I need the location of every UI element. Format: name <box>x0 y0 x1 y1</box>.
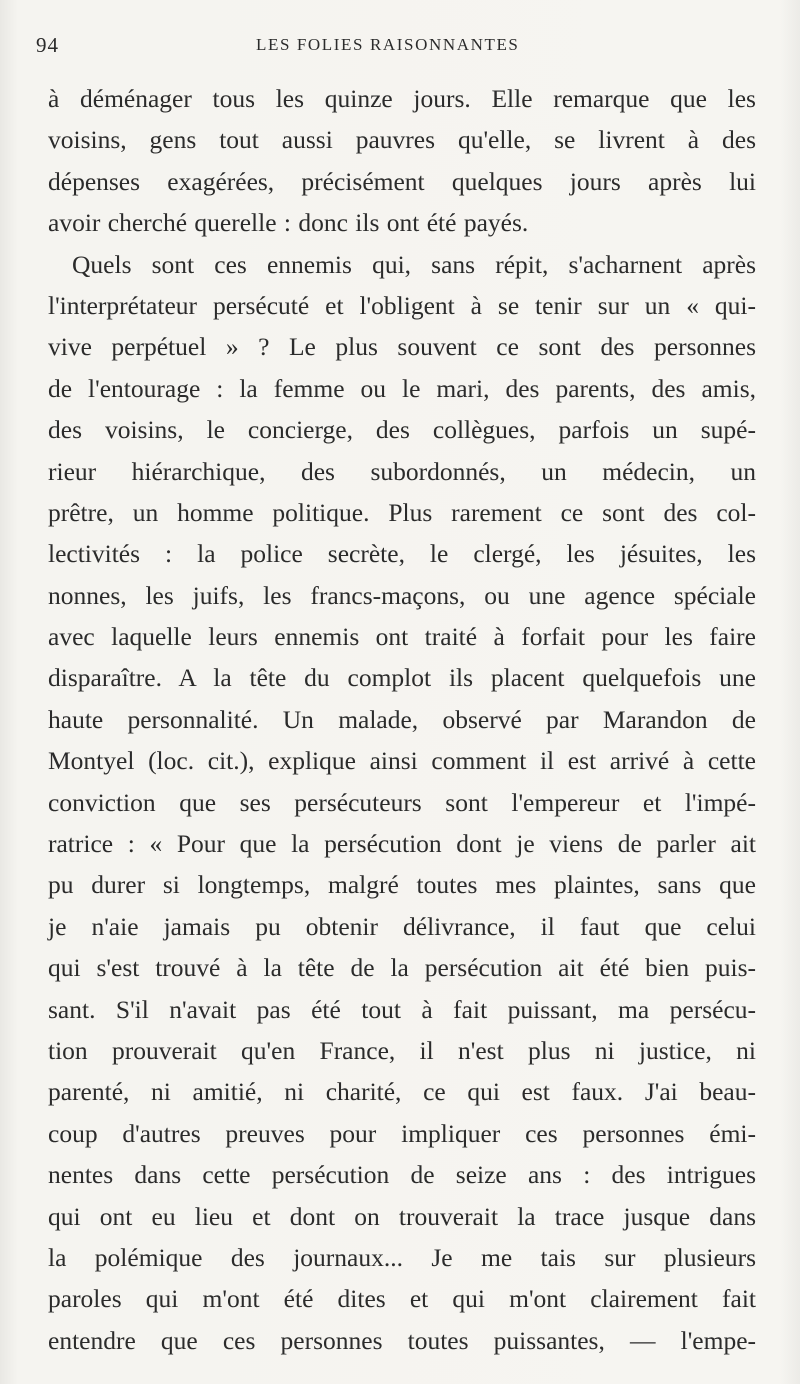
page-header <box>36 33 760 59</box>
text-line: coup d'autres preuves pour impliquer ces personnes émi- <box>48 1118 756 1148</box>
text-line: je n'aie jamais pu obtenir délivrance, il faut que celui <box>48 911 756 941</box>
running-head: LES FOLIES RAISONNANTES <box>256 35 520 54</box>
text-line: pu durer si longtemps, malgré toutes mes plaintes, sans que <box>48 870 756 900</box>
text-line: la polémique des journaux... Je me tais sur plusieurs <box>48 1242 756 1272</box>
text-line: entendre que ces personnes toutes puissantes, — l'empe- <box>48 1325 756 1355</box>
text-line: de l'entourage : la femme ou le mari, des parents, des amis, <box>48 373 756 403</box>
text-line: disparaître. A la tête du complot ils placent quelquefois une <box>48 663 756 693</box>
page-number: 94 <box>36 33 59 57</box>
text-line: à déménager tous les quinze jours. Elle remarque que les <box>48 84 756 113</box>
text-line: haute personnalité. Un malade, observé par Marandon de <box>48 704 756 734</box>
text-line: qui ont eu lieu et dont on trouverait la trace jusque dans <box>48 1201 756 1231</box>
text-line: nonnes, les juifs, les francs-maçons, ou une agence spéciale <box>48 580 756 610</box>
text-line: conviction que ses persécuteurs sont l'empereur et l'impé- <box>48 787 756 817</box>
text-line: l'interprétateur persécuté et l'obligent à se tenir sur un « qui- <box>48 290 756 320</box>
text-line: parenté, ni amitié, ni charité, ce qui est faux. J'ai beau- <box>48 1077 756 1107</box>
text-line: prêtre, un homme politique. Plus rarement ce sont des col- <box>48 497 756 527</box>
body-text <box>48 78 756 1361</box>
text-line: rieur hiérarchique, des subordonnés, un médecin, un <box>48 456 756 486</box>
text-line: lectivités : la police secrète, le clergé, les jésuites, les <box>48 539 756 569</box>
text-line: sant. S'il n'avait pas été tout à fait puissant, ma persécu- <box>48 994 756 1024</box>
text-line: dépenses exagérées, précisément quelques jours après lui <box>48 166 756 196</box>
text-line: nentes dans cette persécution de seize ans : des intrigues <box>48 1160 756 1190</box>
text-line: paroles qui m'ont été dites et qui m'ont clairement fait <box>48 1284 756 1314</box>
text-line: tion prouverait qu'en France, il n'est plus ni justice, ni <box>48 1035 756 1065</box>
text-line: ratrice : « Pour que la persécution dont je viens de parler ait <box>48 829 756 859</box>
text-line: avec laquelle leurs ennemis ont traité à forfait pour les faire <box>48 622 756 652</box>
text-line: avoir cherché querelle : donc ils ont été payés. <box>48 208 529 238</box>
text-line: des voisins, le concierge, des collègues, parfois un supé- <box>48 415 756 445</box>
text-line: Montyel (loc. cit.), explique ainsi comment il est arrivé à cette <box>48 746 756 776</box>
text-line: voisins, gens tout aussi pauvres qu'elle, se livrent à des <box>48 125 756 155</box>
text-line: vive perpétuel » ? Le plus souvent ce sont des personnes <box>48 332 756 362</box>
text-line: qui s'est trouvé à la tête de la persécution ait été bien puis- <box>48 953 756 983</box>
text-line: Quels sont ces ennemis qui, sans répit, s'acharnent après <box>72 249 756 279</box>
